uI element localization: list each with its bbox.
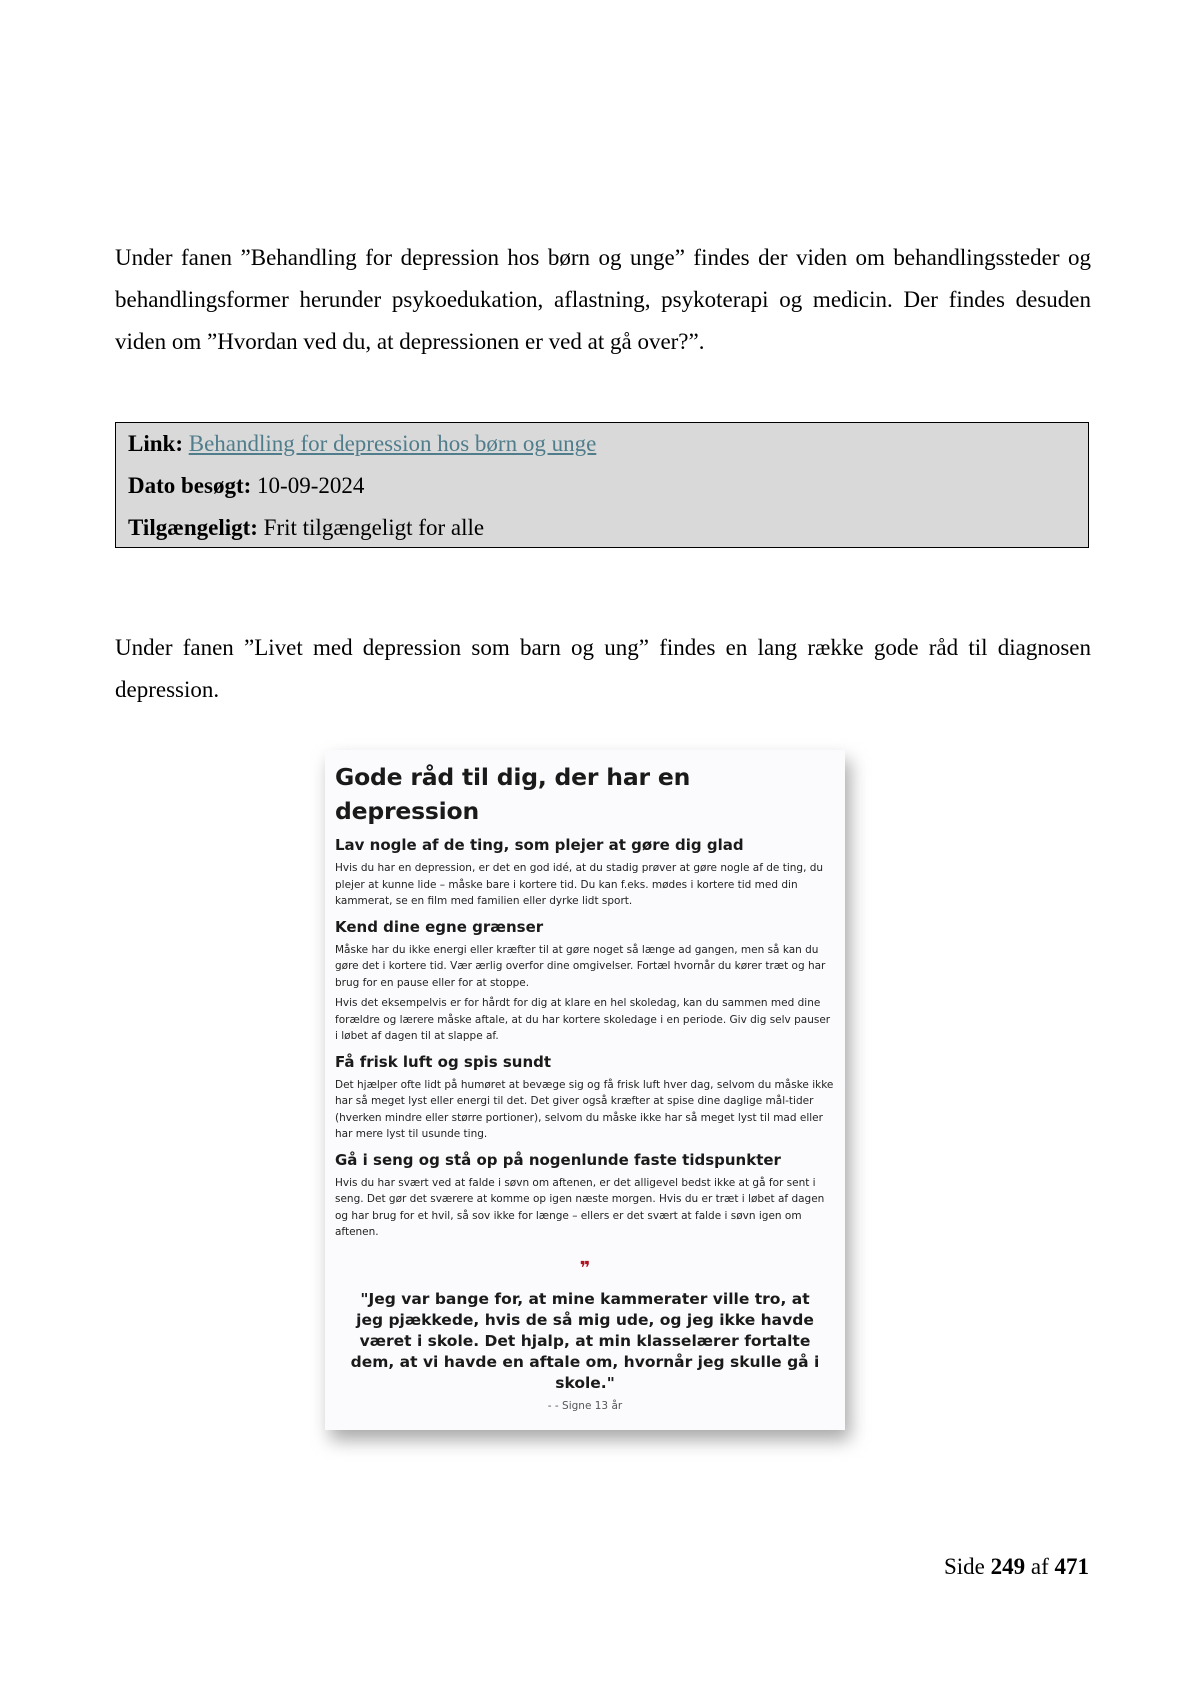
footer-prefix: Side (943, 1554, 985, 1579)
screenshot-title: Gode råd til dig, der har en depression (335, 763, 691, 825)
section-heading: Kend dine egne grænser (335, 917, 544, 936)
link-info-box (115, 422, 1089, 548)
intro-paragraph: Under fanen ”Behandling for depression hos børn og unge” findes der viden om behandlingssteder og behandlingsformer herunder psykoedukation, aflastning, psykoterapi og medicin. Der findes desuden viden om ”Hvordan ved du, at depressionen er ved at gå over?”. (115, 245, 1091, 354)
quote-mark-icon: ❞ (579, 1257, 591, 1279)
livet-paragraph: Under fanen ”Livet med depression som barn og ung” findes en lang række gode råd til diagnosen depression. (115, 635, 1091, 702)
access-label: Tilgængeligt: (128, 515, 258, 540)
section-text: Hvis du har en depression, er det en god idé, at du stadig prøver at gøre nogle af de ting, du plejer at kunne lide – måske bare i kortere tid. Du kan f.eks. mødes i kortere tid med din kammerat, se en film med familien eller dyrke lidt sport. (335, 862, 824, 907)
link-row (128, 423, 1088, 465)
section-text: Det hjælper ofte lidt på humøret at bevæge sig og få frisk luft hver dag, selvom du måske ikke har så meget lyst eller energi til det. Det giver også kræfter at spise dine daglige mål-tider (hverken mindre eller større portioner), selvom du måske ikke har så meget lyst til mad eller har mere lyst til usunde ting. (335, 1078, 834, 1140)
section-text: Måske har du ikke energi eller kræfter til at gøre noget så længe ad gangen, men så kan du gøre det i kortere tid. Vær ærlig overfor dine omgivelser. Fortæl hvornår du kører træt og har brug for en pause eller for at stoppe. (335, 943, 826, 989)
quote-author: - - Signe 13 år (547, 1399, 623, 1412)
page-number-footer (944, 1554, 1089, 1580)
section-text: Hvis du har svært ved at falde i søvn om aftenen, er det alligevel bedst ikke at gå for sent i seng. Det gør det sværere at komme op igen næste morgen. Hvis du er træt i løbet af dagen og har brug for et hvil, så sov ikke for længe – ellers er det svært at falde i søvn igen om aftenen. (335, 1176, 825, 1238)
section-heading: Få frisk luft og spis sundt (335, 1052, 552, 1071)
footer-of: af (1030, 1554, 1049, 1579)
date-value: 10-09-2024 (257, 473, 365, 498)
testimonial-quote: "Jeg var bange for, at mine kammerater ville tro, at jeg pjækkede, hvis de så mig ude, og jeg ikke havde været i skole. Det hjalp, at min klasselærer fortalte dem, at vi havde en aftale om, hvornår jeg skulle gå i skole." (350, 1289, 820, 1392)
total-pages: 471 (1054, 1554, 1089, 1579)
section-text: Hvis det eksempelvis er for hårdt for dig at klare en hel skoledag, kan du sammen med dine forældre og lærere måske aftale, at du har kortere skoledage i en periode. Giv dig selv pauser i løbet af dagen til at slappe af. (335, 997, 831, 1042)
date-row (128, 465, 1088, 507)
access-value: Frit tilgængeligt for alle (263, 515, 485, 540)
embedded-screenshot (325, 750, 845, 1430)
behandling-link[interactable]: Behandling for depression hos børn og unge (188, 431, 597, 456)
current-page: 249 (990, 1554, 1026, 1579)
link-label: Link: (128, 431, 183, 456)
section-heading: Gå i seng og stå op på nogenlunde faste tidspunkter (335, 1150, 781, 1169)
section-heading: Lav nogle af de ting, som plejer at gøre dig glad (335, 836, 744, 854)
date-label: Dato besøgt: (128, 473, 252, 498)
access-row (128, 507, 1088, 549)
